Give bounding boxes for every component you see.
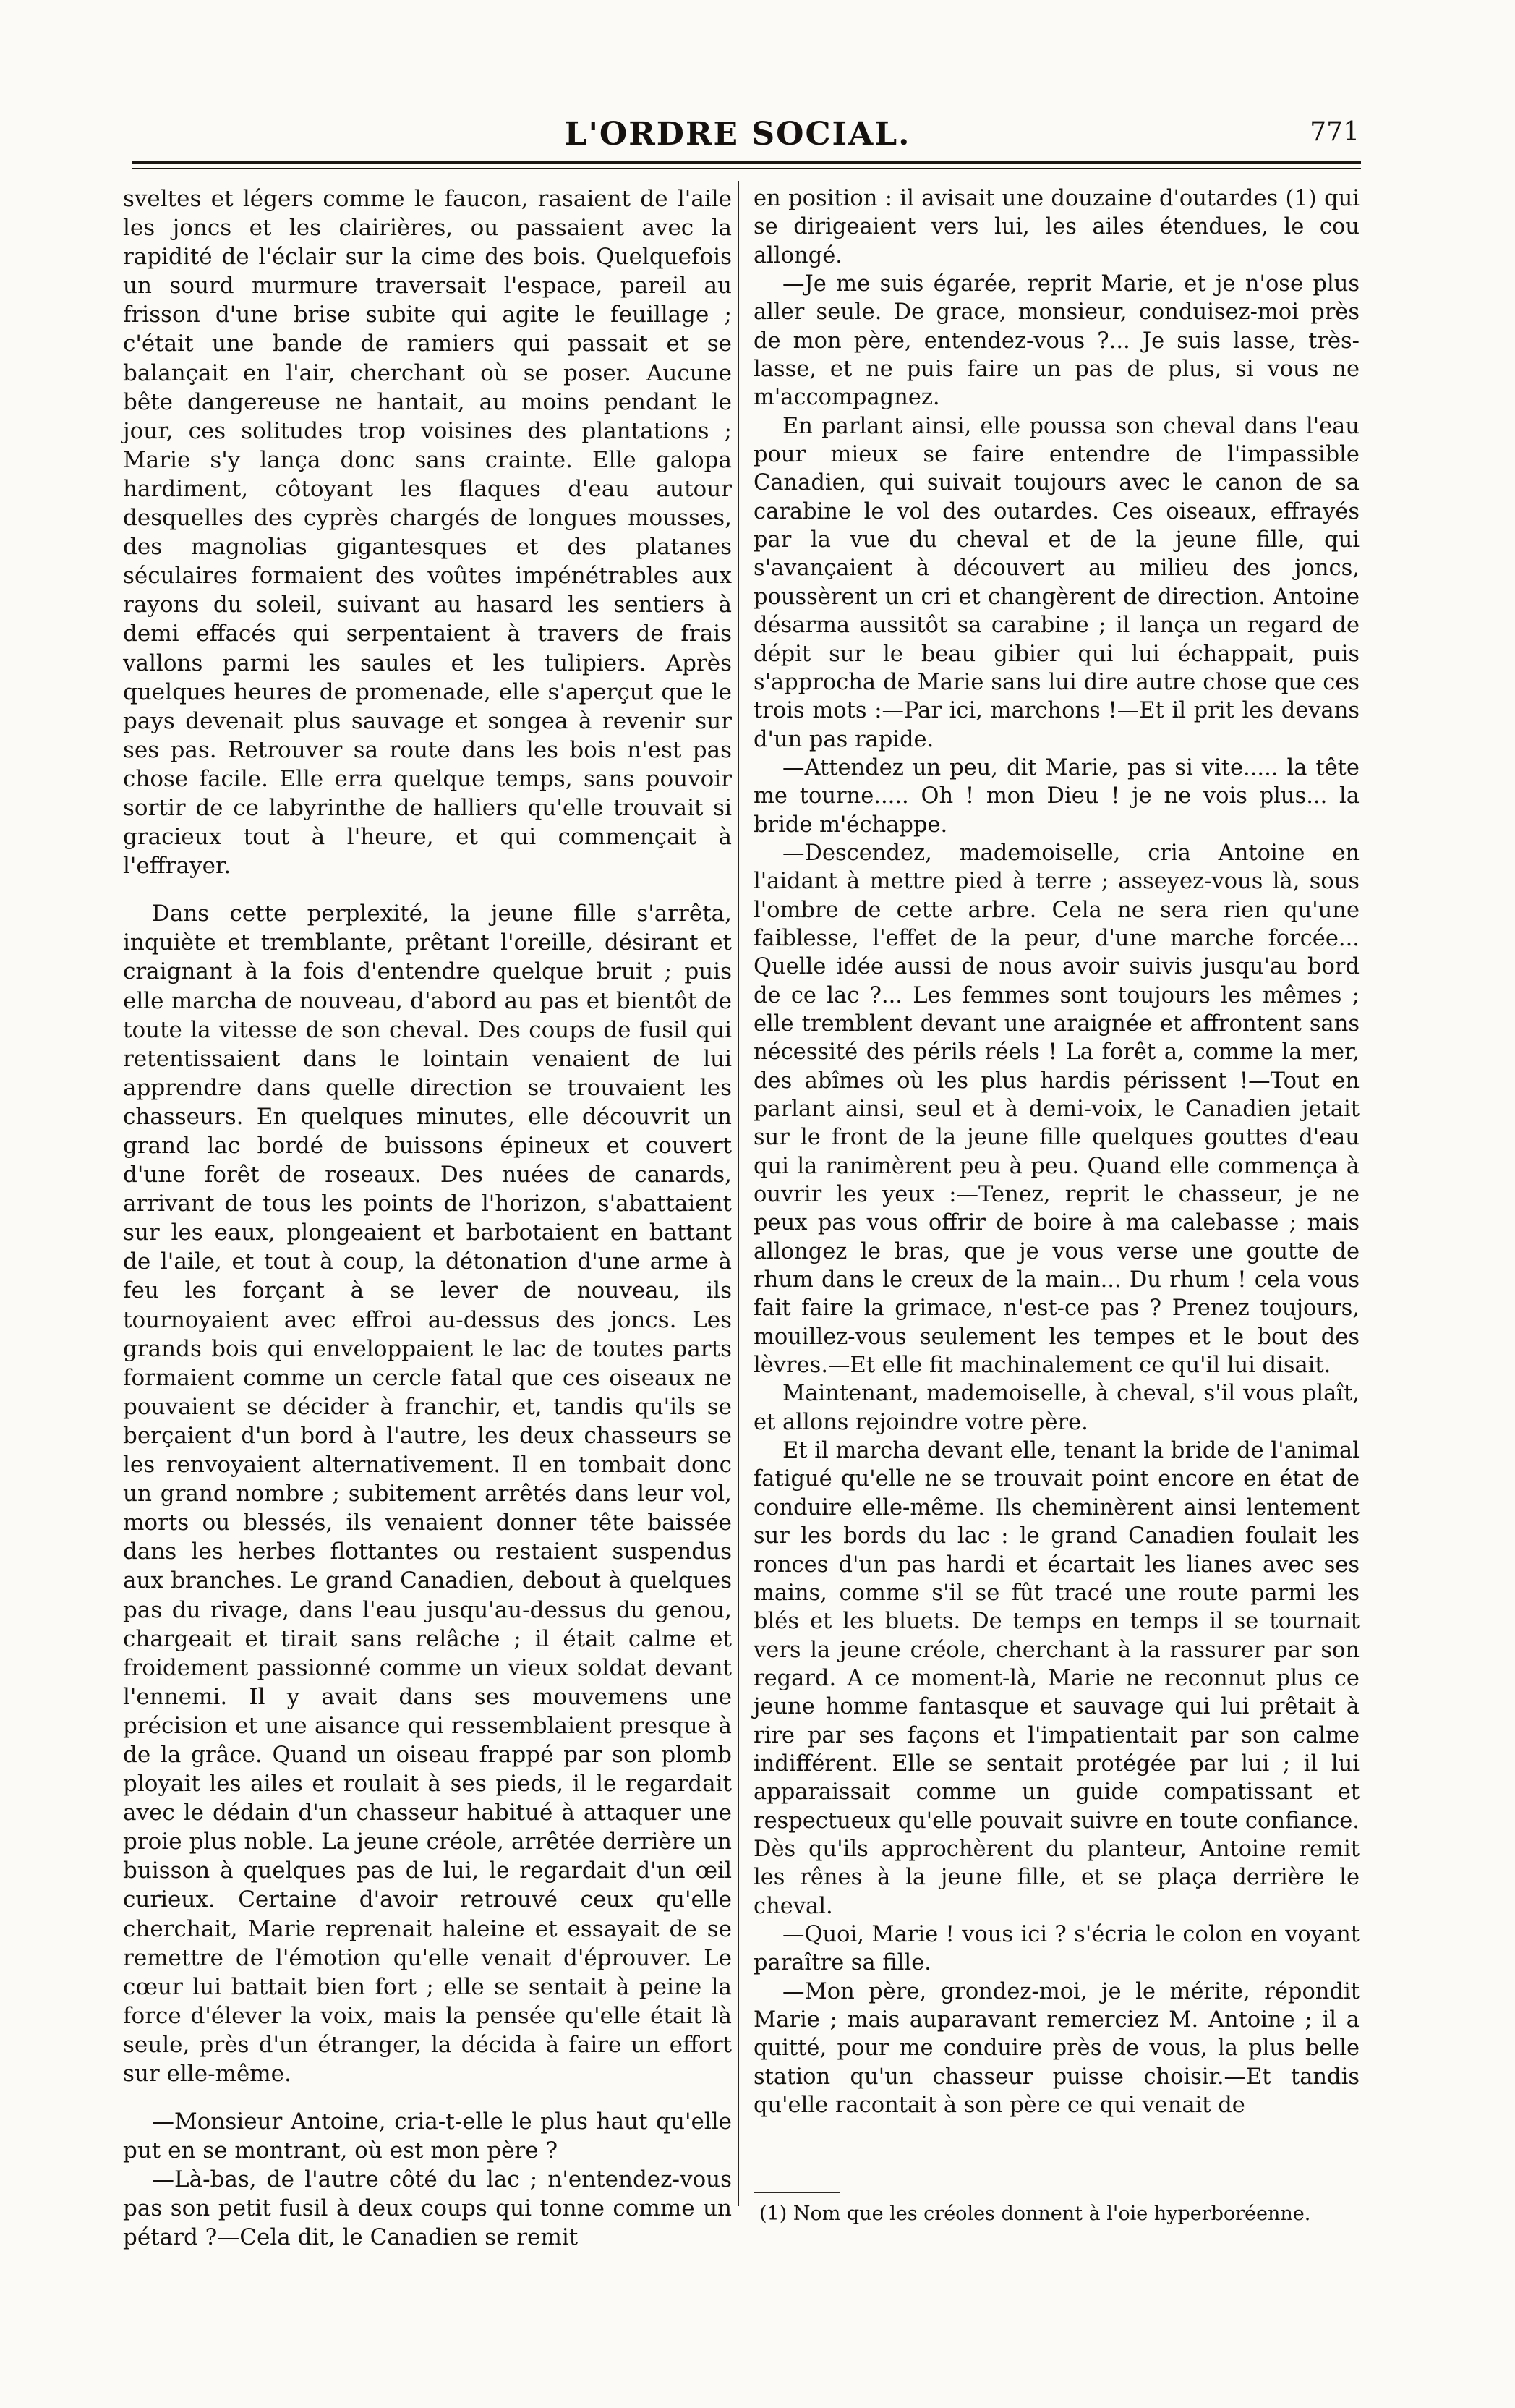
paragraph: —Mon père, grondez-moi, je le mérite, répondit Marie ; mais auparavant remerciez M. Antoine ; il a quitté, pour me conduire près de vous, la plus belle station qu'un chasseur puisse choisir.—Et tandis qu'elle racontait à son père ce qui venait de — [754, 1978, 1360, 2119]
paragraph: —Là-bas, de l'autre côté du lac ; n'entendez-vous pas son petit fusil à deux coups qui tonne comme un pétard ?—Cela dit, le Canadien se remit — [123, 2166, 732, 2251]
paragraph: Dans cette perplexité, la jeune fille s'arrêta, inquiète et tremblante, prêtant l'oreille, désirant et craignant à la fois d'entendre quelque bruit ; puis elle marcha de nouveau, d'abord au pas et bientôt de toute la vitesse de son cheval. Des coups de fusil qui retentissaient dans le lointain venaient de lui apprendre dans quelle direction se trouvaient les chasseurs. En quelques minutes, elle découvrit un grand lac bordé de buissons épineux et couvert d'une forêt de roseaux. Des nuées de canards, arrivant de tous les points de l'horizon, s'abattaient sur les eaux, plongeaient et barbotaient en battant de l'aile, et tout à coup, la détonation d'une arme à feu les forçant à se lever de nouveau, ils tournoyaient avec effroi au-dessus des joncs. Les grands bois qui enveloppaient le lac de toutes parts formaient comme un cercle fatal que ces oiseaux ne pouvaient se décider à franchir, et, tandis qu'ils se berçaient d'un bord à l'autre, les deux chasseurs se les renvoyaient alternativement. Il en tombait donc un grand nombre ; subitement arrêtés dans leur vol, morts ou blessés, ils venaient donner tête baissée dans les herbes flottantes ou restaient suspendus aux branches. Le grand Canadien, debout à quelques pas du rivage, dans l'eau jusqu'au-dessus du genou, chargeait et tirait sans relâche ; il était calme et froidement passionné comme un vieux soldat devant l'ennemi. Il y avait dans ses mouvemens une précision et une aisance qui ressemblaient presque à de la grâce. Quand un oiseau frappé par son plomb ployait les ailes et roulait à ses pieds, il le regardait avec le dédain d'un chasseur habitué à attaquer une proie plus noble. La jeune créole, arrêtée derrière un buisson à quelques pas de lui, le regardait d'un œil curieux. Certaine d'avoir retrouvé ceux qu'elle cherchait, Marie reprenait haleine et essayait de se remettre de l'émotion qu'elle venait d'éprouver. Le cœur lui battait bien fort ; elle se sentait à peine la force d'élever la voix, mais la pensée qu'elle était là seule, près d'un étranger, la décida à faire un effort sur elle-même. — [123, 901, 732, 2087]
paragraph: Et il marcha devant elle, tenant la bride de l'animal fatigué qu'elle ne se trouvait point encore en état de conduire elle-même. Ils cheminèrent ainsi lentement sur les bords du lac : le grand Canadien foulait les ronces d'un pas hardi et écartait les lianes avec ses mains, comme s'il se fût tracé une route parmi les blés et les bluets. De temps en temps il se tournait vers la jeune créole, cherchant à la rassurer par son regard. A ce moment-là, Marie ne reconnut plus ce jeune homme fantasque et sauvage qui lui prêtait à rire par ses façons et l'impatientait par son calme indifférent. Elle se sentait protégée par lui ; il lui apparaissait comme un guide compatissant et respectueux qu'elle pouvait suivre en toute confiance. Dès qu'ils approchèrent du planteur, Antoine remit les rênes à la jeune fille, et se plaça derrière le cheval. — [754, 1438, 1360, 1919]
footnote-rule — [754, 2192, 840, 2193]
paragraph: —Monsieur Antoine, cria-t-elle le plus haut qu'elle put en se montrant, où est mon père ? — [123, 2109, 732, 2164]
paragraph: —Descendez, mademoiselle, cria Antoine en l'aidant à mettre pied à terre ; asseyez-vous là, sous l'ombre de cette arbre. Cela ne sera rien qu'une faiblesse, l'effet de la peur, d'une marche forcée... Quelle idée aussi de nous avoir suivis jusqu'au bord de ce lac ?... Les femmes sont toujours les mêmes ; elle tremblent devant une araignée et affrontent sans nécessité des périls réels ! La forêt a, comme la mer, des abîmes où les plus hardis périssent !—Tout en parlant ainsi, seul et à demi-voix, le Canadien jetait sur le front de la jeune fille quelques gouttes d'eau qui la ranimèrent peu à peu. Quand elle commença à ouvrir les yeux :—Tenez, reprit le chasseur, je ne peux pas vous offrir de boire à ma calebasse ; mais allongez le bras, que je vous verse une goutte de rhum dans le creux de la main... Du rhum ! cela vous fait faire la grimace, n'est-ce pas ? Prenez toujours, mouillez-vous seulement les tempes et le bout des lèvres.—Et elle fit machinalement ce qu'il lui disait. — [754, 840, 1360, 1379]
paragraph: En parlant ainsi, elle poussa son cheval dans l'eau pour mieux se faire entendre de l'impassible Canadien, qui suivait toujours avec le canon de sa carabine le vol des outardes. Ces oiseaux, effrayés par la vue du cheval et de la jeune fille, qui s'avançaient à découvert au milieu des joncs, poussèrent un cri et changèrent de direction. Antoine désarma aussitôt sa carabine ; il lança un regard de dépit sur le beau gibier qui lui échappait, puis s'approcha de Marie sans lui dire autre chose que ces trois mots :—Par ici, marchons !—Et il prit les devans d'un pas rapide. — [754, 413, 1360, 752]
paragraph: en position : il avisait une douzaine d'outardes (1) qui se dirigeaient vers lui, les ailes étendues, le cou allongé. — [754, 186, 1360, 268]
left-column — [123, 184, 732, 2252]
header-rule-thin — [132, 168, 1361, 169]
paragraph: —Quoi, Marie ! vous ici ? s'écria le colon en voyant paraître sa fille. — [754, 1921, 1360, 1976]
journal-title: L'ORDRE SOCIAL. — [564, 116, 911, 153]
page-header — [116, 109, 1360, 159]
header-rule — [132, 161, 1361, 164]
paragraph: —Je me suis égarée, reprit Marie, et je n'ose plus aller seule. De grace, monsieur, conduisez-moi près de mon père, entendez-vous ?... Je suis lasse, très-lasse, et ne puis faire un pas de plus, si vous ne m'accompagnez. — [754, 271, 1360, 411]
right-column — [754, 184, 1360, 2119]
paragraph: sveltes et légers comme le faucon, rasaient de l'aile les joncs et les clairières, ou passaient avec la rapidité de l'éclair sur la cime des bois. Quelquefois un sourd murmure traversait l'espace, pareil au frisson d'une brise subite qui agite le feuillage ; c'était une bande de ramiers qui passait et se balançait en l'air, cherchant où se poser. Aucune bête dangereuse ne hantait, au moins pendant le jour, ces solitudes trop voisines des plantations ; Marie s'y lança donc sans crainte. Elle galopa hardiment, côtoyant les flaques d'eau autour desquelles des cyprès chargés de longues mousses, des magnolias gigantesques et des platanes séculaires formaient des voûtes impénétrables aux rayons du soleil, suivant au hasard les sentiers à demi effacés qui serpentaient à travers de frais vallons parmi les saules et les tulipiers. Après quelques heures de promenade, elle s'aperçut que le pays devenait plus sauvage et songea à revenir sur ses pas. Retrouver sa route dans les bois n'est pas chose facile. Elle erra quelque temps, sans pouvoir sortir de ce labyrinthe de halliers qu'elle trouvait si gracieux tout à l'heure, et qui commençait à l'effrayer. — [123, 186, 732, 880]
column-divider — [738, 181, 739, 2206]
paragraph: —Attendez un peu, dit Marie, pas si vite..... la tête me tourne..... Oh ! mon Dieu ! je ne vois plus... la bride m'échappe. — [754, 754, 1360, 838]
paragraph: Maintenant, mademoiselle, à cheval, s'il vous plaît, et allons rejoindre votre père. — [754, 1381, 1360, 1435]
page-number: 771 — [1310, 117, 1360, 147]
footnote: (1) Nom que les créoles donnent à l'oie hyperboréenne. — [759, 2203, 1311, 2225]
